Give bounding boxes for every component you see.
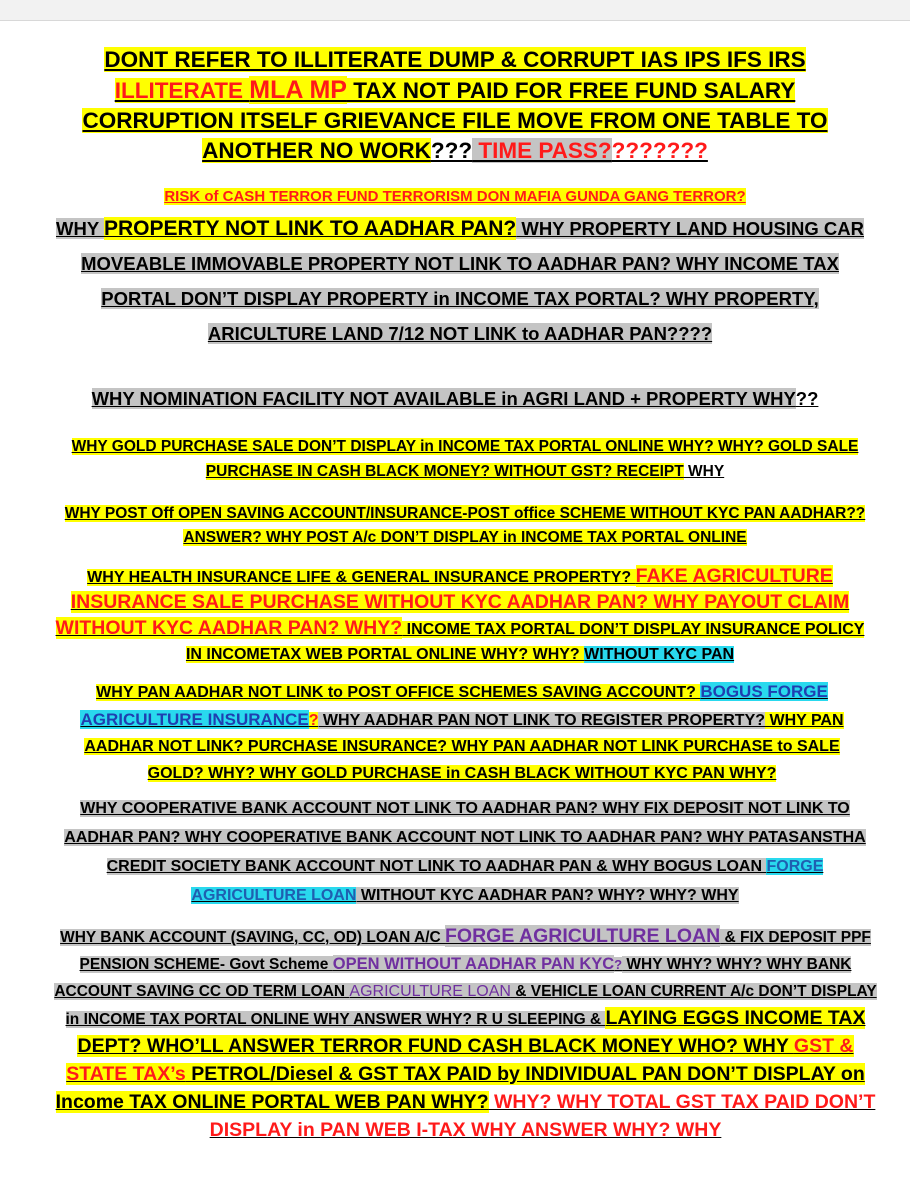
property-why: WHY (56, 218, 104, 239)
gold-purchase-text: WHY GOLD PURCHASE SALE DON’T DISPLAY in INCOME TAX PORTAL ONLINE WHY? WHY? GOLD SALE PURCHASE IN CASH BLACK MONEY? WITHOUT GST? RECEIPT (71, 438, 859, 480)
laying-eggs-terror-fund: LAYING EGGS INCOME TAX DEPT? WHO’LL ANSWER TERROR FUND CASH BLACK MONEY WHO? WHY (77, 1007, 866, 1057)
open-without-aadhar-kyc: OPEN WITHOUT AADHAR PAN KYC (332, 955, 615, 973)
register-property-text: WHY AADHAR PAN NOT LINK TO REGISTER PROPERTY? (318, 711, 766, 729)
gold-purchase-why: WHY (683, 463, 725, 480)
headline-mla-mp: MLA MP (249, 76, 347, 104)
fix-deposit-text: & FIX DEPOSIT PPF PENSION SCHEME- Govt Scheme (79, 929, 871, 973)
property-aadhar-paragraph (50, 211, 870, 351)
forge-agriculture-loan-highlight: FORGE AGRICULTURE LOAN (191, 858, 824, 904)
bank-account-term-loan-text: WHY WHY? WHY? WHY BANK ACCOUNT SAVING CC OD TERM LOAN (54, 956, 852, 1000)
bank-account-intro: WHY BANK ACCOUNT (SAVING, CC, OD) LOAN A/C (60, 929, 446, 946)
nomination-facility-line (30, 387, 880, 411)
headline-tax-not-paid: TAX NOT PAID FOR FREE FUND SALARY CORRUPTION ITSELF GRIEVANCE FILE MOVE FROM ONE TABLE TO ANOTHER NO WORK (82, 78, 828, 163)
property-not-link-highlight: PROPERTY NOT LINK TO AADHAR PAN? (103, 217, 517, 240)
purchase-insurance-gold-text: WHY PAN AADHAR NOT LINK? PURCHASE INSURANCE? WHY PAN AADHAR NOT LINK PURCHASE to SALE GOLD? WHY? WHY GOLD PURCHASE in CASH BLACK WITHOUT KYC PAN WHY? (84, 711, 844, 782)
total-gst-tax-paid: WHY? WHY TOTAL GST TAX PAID DON’T DISPLAY in PAN WEB I-TAX WHY ANSWER WHY? WHY (209, 1091, 876, 1141)
document-page (0, 20, 910, 1201)
cooperative-bank-paragraph (50, 794, 880, 910)
fake-agriculture-insurance: FAKE AGRICULTURE INSURANCE SALE PURCHASE WITHOUT KYC AADHAR PAN? WHY PAYOUT CLAIM WITHOUT KYC AADHAR PAN? WHY? (55, 565, 850, 639)
gold-purchase-paragraph (70, 434, 860, 484)
bank-account-gst-paragraph (48, 923, 883, 1145)
insurance-portal-text: INCOME TAX PORTAL DON’T DISPLAY INSURANCE POLICY IN INCOMETAX WEB PORTAL ONLINE WHY? WHY? (185, 621, 865, 663)
bogus-forge-insurance: BOGUS FORGE AGRICULTURE INSURANCE (80, 682, 828, 729)
property-paragraph-text: WHY PROPERTY LAND HOUSING CAR MOVEABLE IMMOVABLE PROPERTY NOT LINK TO AADHAR PAN? WHY INCOME TAX PORTAL DON’T DISPLAY PROPERTY in INCOME TAX PORTAL? WHY PROPERTY, ARICULTURE LAND 7/12 NOT LINK to AADHAR PAN???? (81, 218, 864, 344)
cooperative-bank-text: WHY COOPERATIVE BANK ACCOUNT NOT LINK TO AADHAR PAN? WHY FIX DEPOSIT NOT LINK TO AADHAR PAN? WHY COOPERATIVE BANK ACCOUNT NOT LINK TO AADHAR PAN? WHY PATASANSTHA CREDIT SOCIETY BANK ACCOUNT NOT LINK TO AADHAR PAN & WHY BOGUS LOAN (64, 800, 866, 875)
pan-aadhar-post-office-paragraph (56, 679, 868, 787)
pan-aadhar-post-office-intro: WHY PAN AADHAR NOT LINK to POST OFFICE SCHEMES SAVING ACCOUNT? (96, 684, 701, 701)
post-office-paragraph (50, 502, 880, 550)
petrol-diesel-gst-text: PETROL/Diesel & GST TAX PAID by INDIVIDUAL PAN DON’T DISPLAY on Income TAX ONLINE PORTAL WEB PAN WHY? (55, 1063, 865, 1113)
headline-illiterate: ILLITERATE (114, 78, 250, 103)
forge-agriculture-loan-purple: FORGE AGRICULTURE LOAN (445, 925, 721, 947)
without-kyc-pan: WITHOUT KYC PAN (584, 646, 735, 663)
headline-line-1: DONT REFER TO ILLITERATE DUMP & CORRUPT IAS IPS IFS IRS (104, 47, 806, 72)
health-insurance-intro: WHY HEALTH INSURANCE LIFE & GENERAL INSURANCE PROPERTY? (87, 569, 636, 586)
post-office-text: WHY POST Off OPEN SAVING ACCOUNT/INSURANCE-POST office SCHEME WITHOUT KYC PAN AADHAR?? ANSWER? WHY POST A/c DON’T DISPLAY in INCOME TAX PORTAL ONLINE (64, 505, 866, 546)
risk-terror-text: RISK of CASH TERROR FUND TERRORISM DON MAFIA GUNDA GANG TERROR? (164, 188, 746, 205)
kyc-question-mark: ? (614, 957, 623, 972)
risk-terror-line (30, 187, 880, 207)
bogus-question-mark: ? (308, 711, 319, 729)
headline-time-pass: TIME PASS? (472, 138, 612, 163)
headline-trailing-questions: ??????? (611, 138, 708, 163)
nomination-question-marks: ?? (795, 388, 819, 409)
gst-state-tax: GST & STATE TAX’s (66, 1035, 854, 1085)
agriculture-loan-purple: AGRICULTURE LOAN (349, 983, 511, 1000)
nomination-text: WHY NOMINATION FACILITY NOT AVAILABLE in AGRI LAND + PROPERTY WHY (91, 388, 796, 409)
health-insurance-paragraph (50, 564, 870, 667)
headline-question-marks: ??? (430, 138, 473, 163)
headline-corrupt-officials (40, 45, 870, 166)
vehicle-loan-sleeping-text: & VEHICLE LOAN CURRENT A/c DON’T DISPLAY in INCOME TAX PORTAL ONLINE WHY ANSWER WHY? R U SLEEPING & (65, 983, 877, 1028)
cooperative-bank-ending: WITHOUT KYC AADHAR PAN? WHY? WHY? WHY (356, 887, 739, 904)
